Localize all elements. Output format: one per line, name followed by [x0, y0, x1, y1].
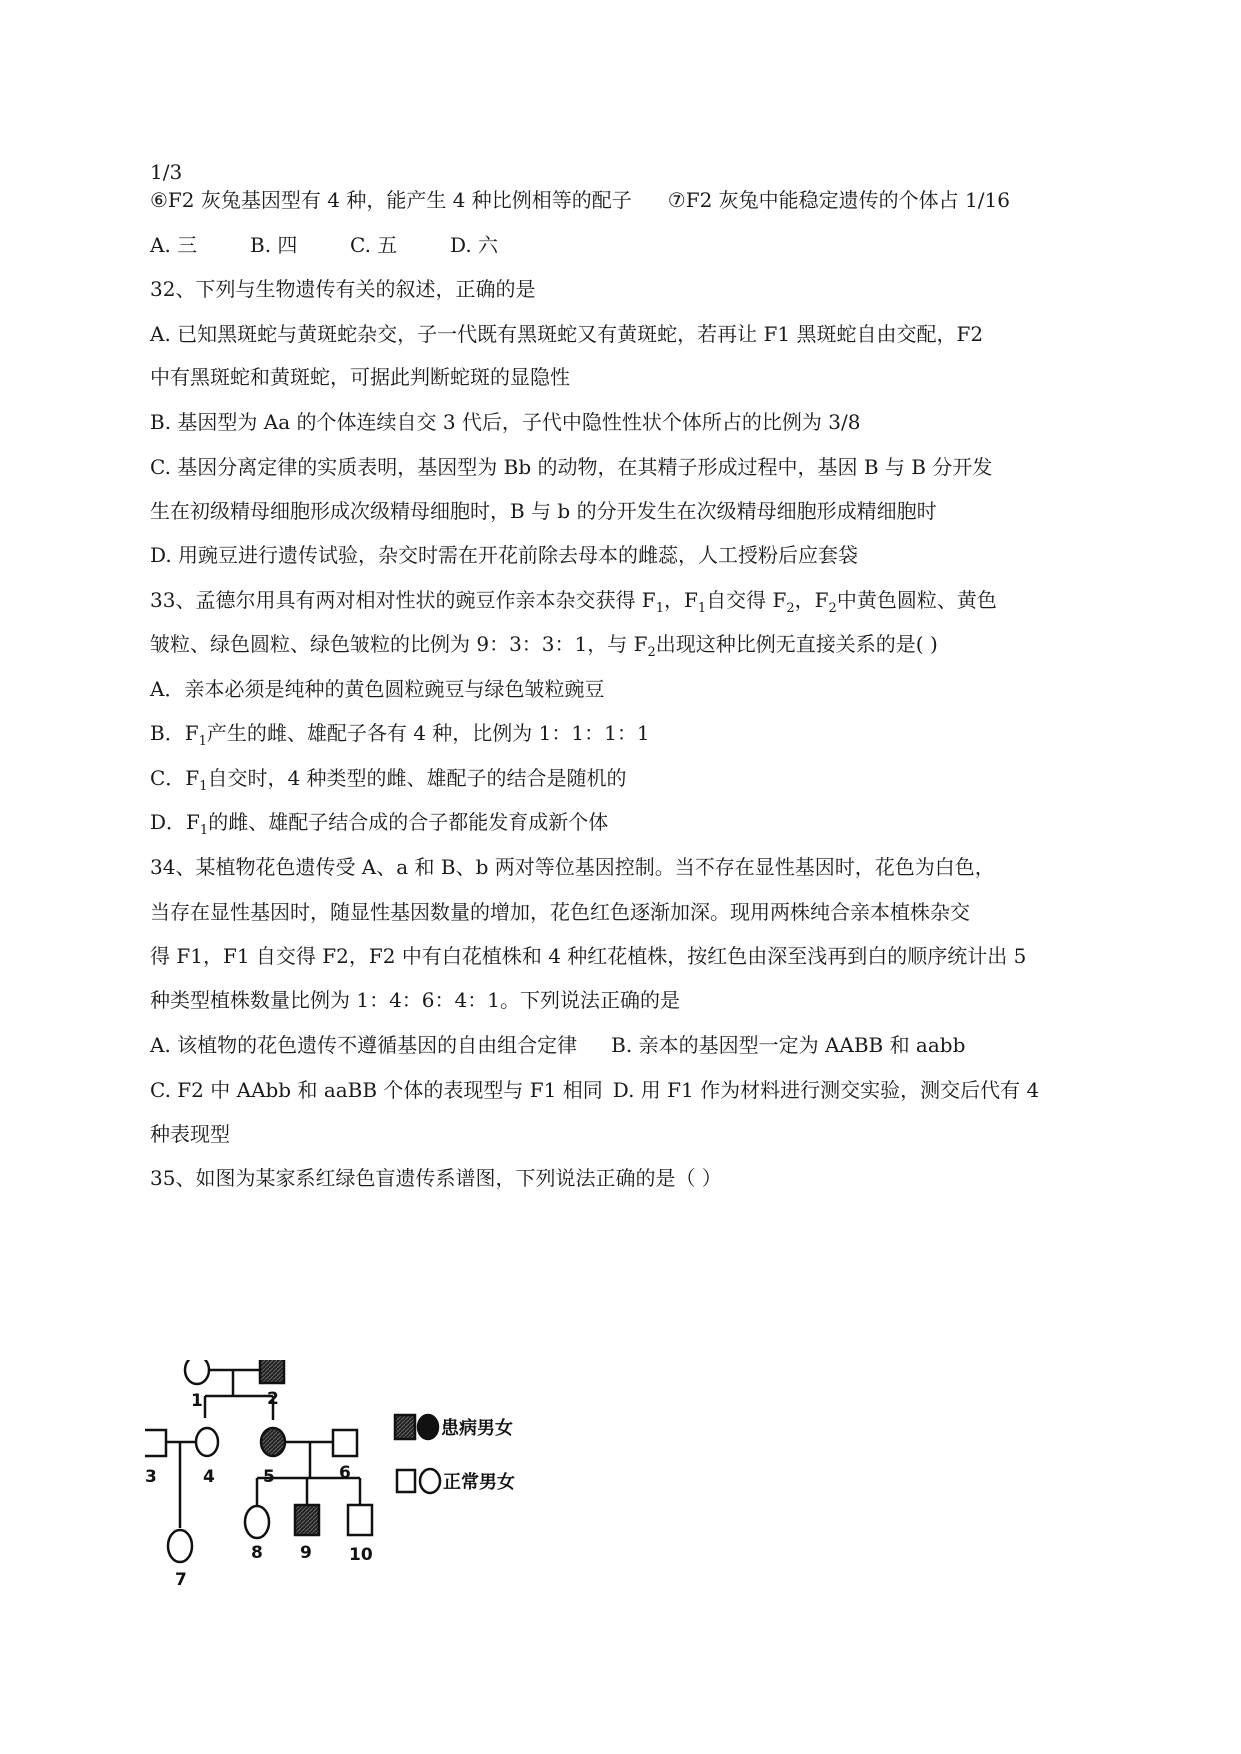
q31-options [150, 231, 498, 259]
option-prefix: C．F [150, 766, 200, 790]
q33-option-a: A．亲本必须是纯种的黄色圆粒豌豆与绿色皱粒豌豆 [150, 677, 605, 701]
q33-option-b [150, 719, 650, 756]
subscript: 1 [697, 601, 707, 616]
q33-text: 中黄色圆粒、黄色 [836, 588, 997, 612]
q32-option-c-line2: 生在初级精母细胞形成次级精母细胞时，B 与 b 的分开发生在次级精母细胞形成精细胞时 [150, 499, 937, 523]
q32-option-a-line2: 中有黑斑蛇和黄斑蛇，可据此判断蛇斑的显隐性 [150, 365, 570, 389]
individual-9-male-affected [295, 1505, 319, 1535]
legend-affected-label: 患病男女 [441, 1418, 513, 1439]
q31-option-d: D. 六 [450, 233, 499, 257]
subscript: 1 [199, 779, 208, 794]
q33-stem-line1 [150, 586, 997, 623]
subscript: 2 [828, 601, 837, 616]
statement-6: ⑥F2 灰兔基因型有 4 种，能产生 4 种比例相等的配子 [150, 188, 632, 212]
q34-options-ab [150, 1031, 965, 1059]
q32-option-c-line1: C. 基因分离定律的实质表明，基因型为 Bb 的动物，在其精子形成过程中，基因 B 与 B 分开发 [150, 455, 993, 479]
line-statement-6-7 [150, 186, 1010, 214]
label-4: 4 [203, 1467, 215, 1487]
q34-option-d-line2: 种表现型 [150, 1122, 230, 1146]
legend-normal-female-icon [420, 1469, 440, 1493]
individual-10-male-normal [348, 1505, 372, 1535]
subscript: 2 [786, 601, 795, 616]
q34-stem-line1: 34、某植物花色遗传受 A、a 和 B、b 两对等位基因控制。当不存在显性基因时，花色为白色， [150, 855, 995, 879]
q33-text: 33、孟德尔用具有两对相对性状的豌豆作亲本杂交获得 F [150, 588, 656, 612]
q34-stem-line4: 种类型植株数量比例为 1：4：6：4：1。下列说法正确的是 [150, 988, 680, 1012]
q32-option-d: D. 用豌豆进行遗传试验，杂交时需在开花前除去母本的雌蕊，人工授粉后应套袋 [150, 543, 859, 567]
line-fraction: 1/3 [150, 160, 183, 184]
individual-5-female-affected [261, 1428, 285, 1456]
q33-text: ，F [794, 588, 829, 612]
subscript: 1 [199, 823, 209, 838]
q33-text: 自交得 F [706, 588, 787, 612]
label-2: 2 [267, 1389, 279, 1409]
q33-text: 出现这种比例无直接关系的是( ) [655, 632, 938, 656]
individual-2-male-affected [260, 1360, 284, 1383]
q34-options-cd [150, 1076, 1039, 1104]
label-7: 7 [175, 1570, 187, 1590]
label-10: 10 [349, 1545, 373, 1565]
q35-stem: 35、如图为某家系红绿色盲遗传系谱图，下列说法正确的是（ ） [150, 1166, 722, 1190]
individual-7-female-normal [168, 1530, 192, 1562]
q33-stem-line2 [150, 630, 938, 667]
q33-text: ，F [663, 588, 698, 612]
option-text: 自交时，4 种类型的雌、雄配子的结合是随机的 [207, 766, 627, 790]
q34-option-a: A. 该植物的花色遗传不遵循基因的自由组合定律 [150, 1033, 578, 1057]
q34-stem-line3: 得 F1，F1 自交得 F2，F2 中有白花植株和 4 种红花植株，按红色由深至浅再到白的顺序统计出 5 [150, 944, 1027, 968]
q32-stem: 32、下列与生物遗传有关的叙述，正确的是 [150, 277, 536, 301]
individual-4-female-normal [196, 1428, 218, 1456]
legend-normal-male-icon [397, 1470, 415, 1492]
q34-option-d: D. 用 F1 作为材料进行测交实验，测交后代有 4 [612, 1078, 1040, 1102]
statement-7: ⑦F2 灰兔中能稳定遗传的个体占 1/16 [667, 188, 1010, 212]
subscript: 1 [198, 734, 207, 749]
q34-option-c: C. F2 中 AAbb 和 aaBB 个体的表现型与 F1 相同 [150, 1078, 603, 1102]
q32-option-a-line1: A. 已知黑斑蛇与黄斑蛇杂交，子一代既有黑斑蛇又有黄斑蛇，若再让 F1 黑斑蛇自由交配，F2 [150, 322, 984, 346]
subscript: 2 [647, 645, 656, 660]
q31-option-b: B. 四 [250, 233, 298, 257]
individual-1-female-normal [185, 1360, 209, 1384]
q33-option-d [150, 808, 608, 845]
legend-affected-male-icon [395, 1415, 415, 1439]
individual-6-male-normal [333, 1430, 357, 1456]
label-8: 8 [251, 1543, 263, 1563]
option-text: 的雌、雄配子结合成的合子都能发育成新个体 [208, 810, 609, 834]
label-9: 9 [300, 1543, 312, 1563]
label-6: 6 [339, 1463, 351, 1483]
q31-option-a: A. 三 [150, 233, 198, 257]
q33-option-c [150, 764, 627, 801]
q31-option-c: C. 五 [350, 233, 398, 257]
q33-text: 皱粒、绿色圆粒、绿色皱粒的比例为 9：3：3：1，与 F [150, 632, 648, 656]
legend-normal-label: 正常男女 [443, 1472, 515, 1493]
individual-3-male-normal [145, 1430, 166, 1456]
q32-option-b: B. 基因型为 Aa 的个体连续自交 3 代后，子代中隐性性状个体所占的比例为 3/8 [150, 410, 861, 434]
legend-affected-female-icon [418, 1415, 438, 1439]
q34-option-b: B. 亲本的基因型一定为 AABB 和 aabb [611, 1033, 966, 1057]
option-prefix: B．F [150, 721, 199, 745]
q34-stem-line2: 当存在显性基因时，随显性基因数量的增加，花色红色逐渐加深。现用两株纯合亲本植株杂交 [150, 900, 970, 924]
label-1: 1 [191, 1391, 203, 1411]
subscript: 1 [655, 601, 664, 616]
label-5: 5 [263, 1467, 275, 1487]
label-3: 3 [145, 1467, 157, 1487]
option-text: 产生的雌、雄配子各有 4 种，比例为 1：1：1：1 [206, 721, 650, 745]
option-prefix: D．F [150, 810, 200, 834]
individual-8-female-normal [245, 1506, 269, 1538]
pedigree-chart [145, 1360, 605, 1610]
